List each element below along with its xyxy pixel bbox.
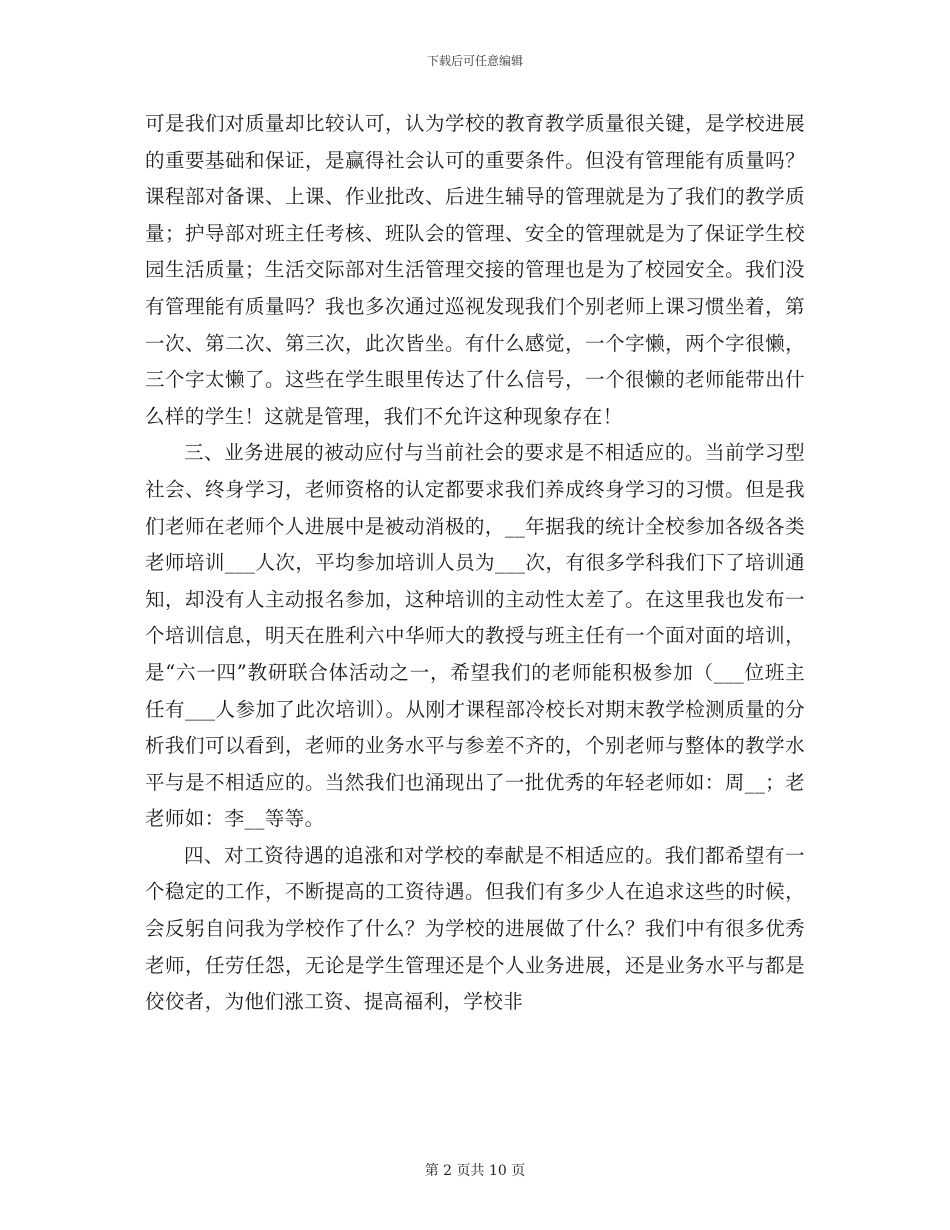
paragraph-professional-development: 三、业务进展的被动应付与当前社会的要求是不相适应的。当前学习型社会、终身学习，老师资格的认定都要求我们养成终身学习的习惯。但是我们老师在老师个人进展中是被动消极的，__年据我的统计全校参加各级各类老师培训___人次，平均参加培训人员为___次，有很多学科我们下了培训通知，却没有人主动报名参加，这种培训的主动性太差了。在这里我也发布一个培训信息，明天在胜利六中华师大的教授与班主任有一个面对面的培训，是“六一四”教研联合体活动之一，希望我们的老师能积极参加（___位班主任有___人参加了此次培训）。从刚才课程部冷校长对期末教学检测质量的分析我们可以看到，老师的业务水平与参差不齐的，个别老师与整体的教学水平与是不相适应的。当然我们也涌现出了一批优秀的年轻老师如：周__；老老师如：李__等等。 (145, 441, 805, 831)
paragraph-salary-contribution: 四、对工资待遇的追涨和对学校的奉献是不相适应的。我们都希望有一个稳定的工作，不断提高的工资待遇。但我们有多少人在追求这些的时候，会反躬自问我为学校作了什么？为学校的进展做了什么？我们中有很多优秀老师，任劳任怨，无论是学生管理还是个人业务进展，还是业务水平与都是佼佼者，为他们涨工资、提高福利，学校非 (145, 843, 805, 1014)
page-header: 下载后可任意编辑 (426, 54, 523, 68)
document-body (145, 106, 805, 1021)
page-number-footer: 第 2 页共 10 页 (424, 1163, 526, 1179)
paragraph-quality-management: 可是我们对质量却比较认可，认为学校的教育教学质量很关键，是学校进展的重要基础和保证，是赢得社会认可的重要条件。但没有管理能有质量吗？课程部对备课、上课、作业批改、后进生辅导的管理就是为了我们的教学质量；护导部对班主任考核、班队会的管理、安全的管理就是为了保证学生校园生活质量；生活交际部对生活管理交接的管理也是为了校园安全。我们没有管理能有质量吗？我也多次通过巡视发现我们个别老师上课习惯坐着，第一次、第二次、第三次，此次皆坐。有什么感觉，一个字懒，两个字很懒，三个字太懒了。这些在学生眼里传达了什么信号，一个很懒的老师能带出什么样的学生！这就是管理，我们不允许这种现象存在！ (145, 112, 805, 428)
